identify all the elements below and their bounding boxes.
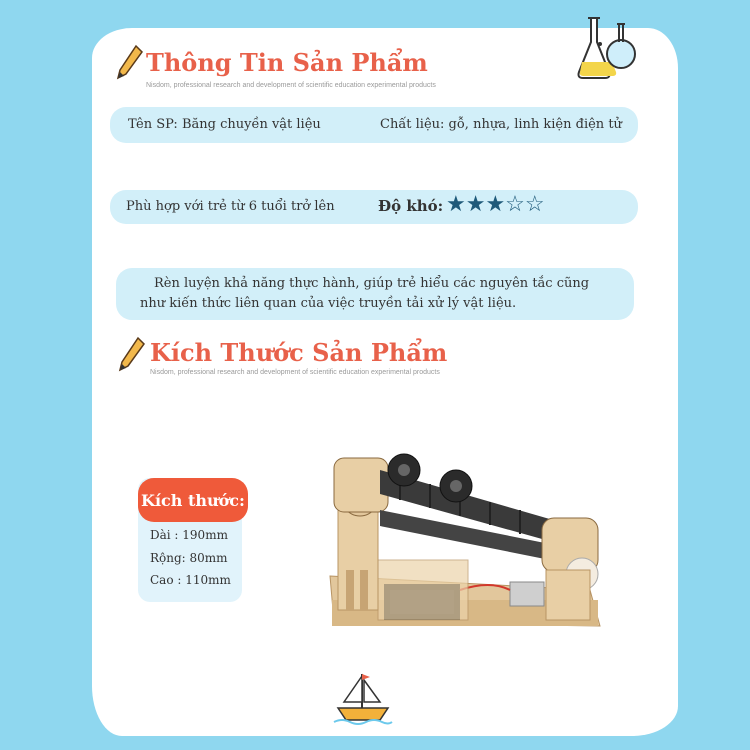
section-title-size: Kích Thước Sản Phẩm: [150, 338, 448, 367]
section-subtitle-info: Nisdom, professional research and development of scientific education experimental products: [146, 82, 436, 89]
dimensions-heading: Kích thước:: [138, 478, 248, 522]
dimension-length: Dài : 190mm: [150, 528, 228, 542]
difficulty-label: Độ khó:: [378, 197, 444, 215]
boat-icon: [332, 668, 394, 726]
filled-stars: ★★★: [446, 192, 506, 217]
section-title-info: Thông Tin Sản Phẩm: [146, 48, 428, 77]
section-subtitle-size: Nisdom, professional research and development of scientific education experimental products: [150, 369, 440, 376]
dimension-height: Cao : 110mm: [150, 573, 231, 587]
dimension-width: Rộng: 80mm: [150, 551, 228, 565]
product-name: Tên SP: Băng chuyền vật liệu: [128, 117, 321, 132]
pencil-icon: [114, 44, 144, 80]
age-range: Phù hợp với trẻ từ 6 tuổi trở lên: [126, 199, 335, 214]
product-image: [320, 450, 616, 636]
pencil-icon: [116, 336, 146, 372]
difficulty-stars: [446, 192, 545, 217]
empty-stars: ☆☆: [505, 192, 545, 217]
flask-icon: [576, 14, 636, 80]
description-text: Rèn luyện khả năng thực hành, giúp trẻ hiểu các nguyên tắc cũng như kiến thức liên quan của việc truyền tải xử lý vật liệu.: [140, 276, 590, 311]
product-material: Chất liệu: gỗ, nhựa, linh kiện điện tử: [380, 117, 622, 132]
